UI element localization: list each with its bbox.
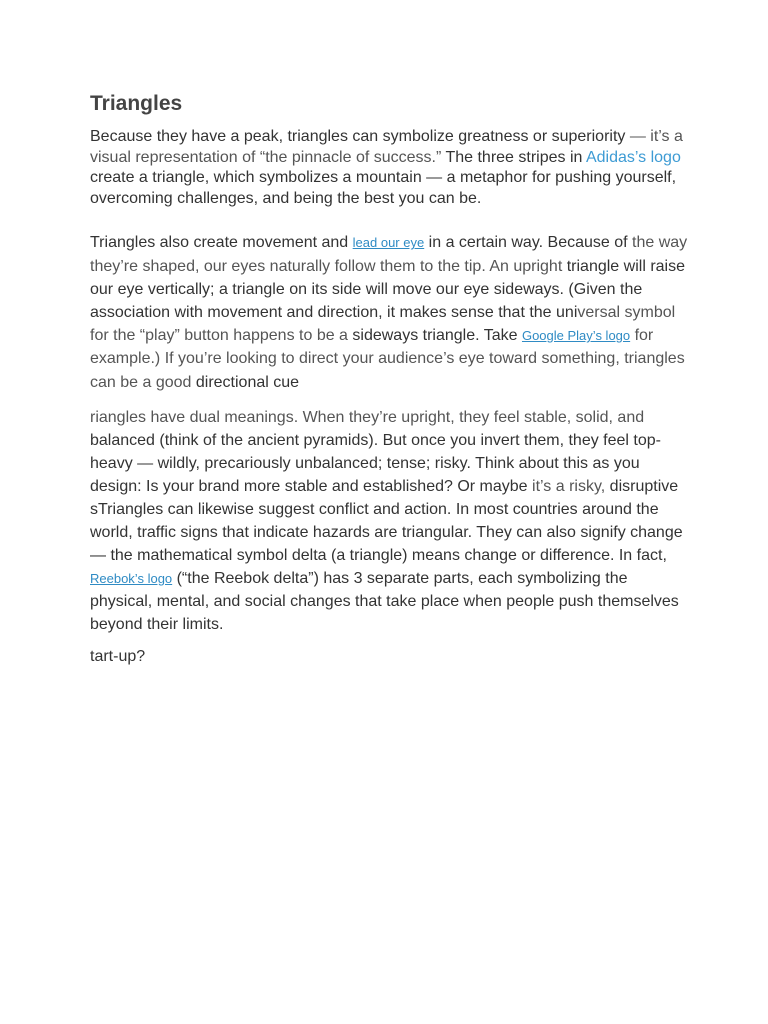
text-span: for example.) If you’re looking to direct your audience’s eye toward something, triangles can be a good <box>90 327 685 391</box>
text-span: the way they’re shaped, our eyes naturally follow them to the tip. An upright <box>90 234 688 275</box>
text-span: (“the Reebok delta”) has 3 separate parts, each symbolizing the physical, mental, and social changes that take place when people push themselves beyond their limits. <box>90 569 679 633</box>
text-span: Because they have a peak, triangles can symbolize greatness or superiority <box>90 128 630 146</box>
text-span: sideways triangle. Take <box>347 327 522 345</box>
text-span: Triangles also create movement and <box>90 234 353 252</box>
reebok-logo-link[interactable]: Reebok’s logo <box>90 570 173 586</box>
text-span: disruptive sTriangles can likewise suggest conflict and action. In most countries around the world, traffic signs that indicate hazards are triangular. They can also signify change — the mathematical symbol delta (a triangle) means change or difference. In fact, <box>90 477 683 564</box>
text-span: versal symbol for the “play” button happens to be a <box>90 303 676 345</box>
text-span: riangles have dual meanings. When they’re upright, they feel stable, solid, and <box>90 408 645 426</box>
text-span: triangle will raise our eye vertically; a triangle on its side will move our eye sideways. (Given the association with movement and direction, it makes sense that the uni <box>90 257 685 321</box>
text-span: in a certain way. Because of <box>424 234 633 252</box>
paragraph-dual-meanings <box>90 406 690 636</box>
article-title: Triangles <box>90 92 183 115</box>
paragraph-movement <box>90 231 690 393</box>
text-span: — it’s a visual representation of “the pinnacle of success.” <box>90 128 683 166</box>
google-play-logo-link[interactable]: Google Play’s logo <box>521 328 631 344</box>
text-span: balanced (think of the ancient pyramids). But once you invert them, they feel top-heavy — wildly, precariously unbalanced; tense; risky. Think about this as you design: Is your brand more stable and established? Or maybe <box>90 431 661 495</box>
text-span: The three stripes in <box>441 148 586 166</box>
text-span: directional cue <box>191 373 300 391</box>
text-span: it’s a risky, <box>532 477 606 495</box>
text-span: create a triangle, which symbolizes a mountain — a metaphor for pushing yourself, overcoming challenges, and being the best you can be. <box>90 169 677 207</box>
paragraph-startup: tart-up? <box>90 647 146 665</box>
paragraph-peak <box>90 127 690 209</box>
article <box>90 90 690 667</box>
lead-our-eye-link[interactable]: lead our eye <box>352 235 425 251</box>
adidas-logo-link[interactable]: Adidas’s logo <box>585 148 681 166</box>
